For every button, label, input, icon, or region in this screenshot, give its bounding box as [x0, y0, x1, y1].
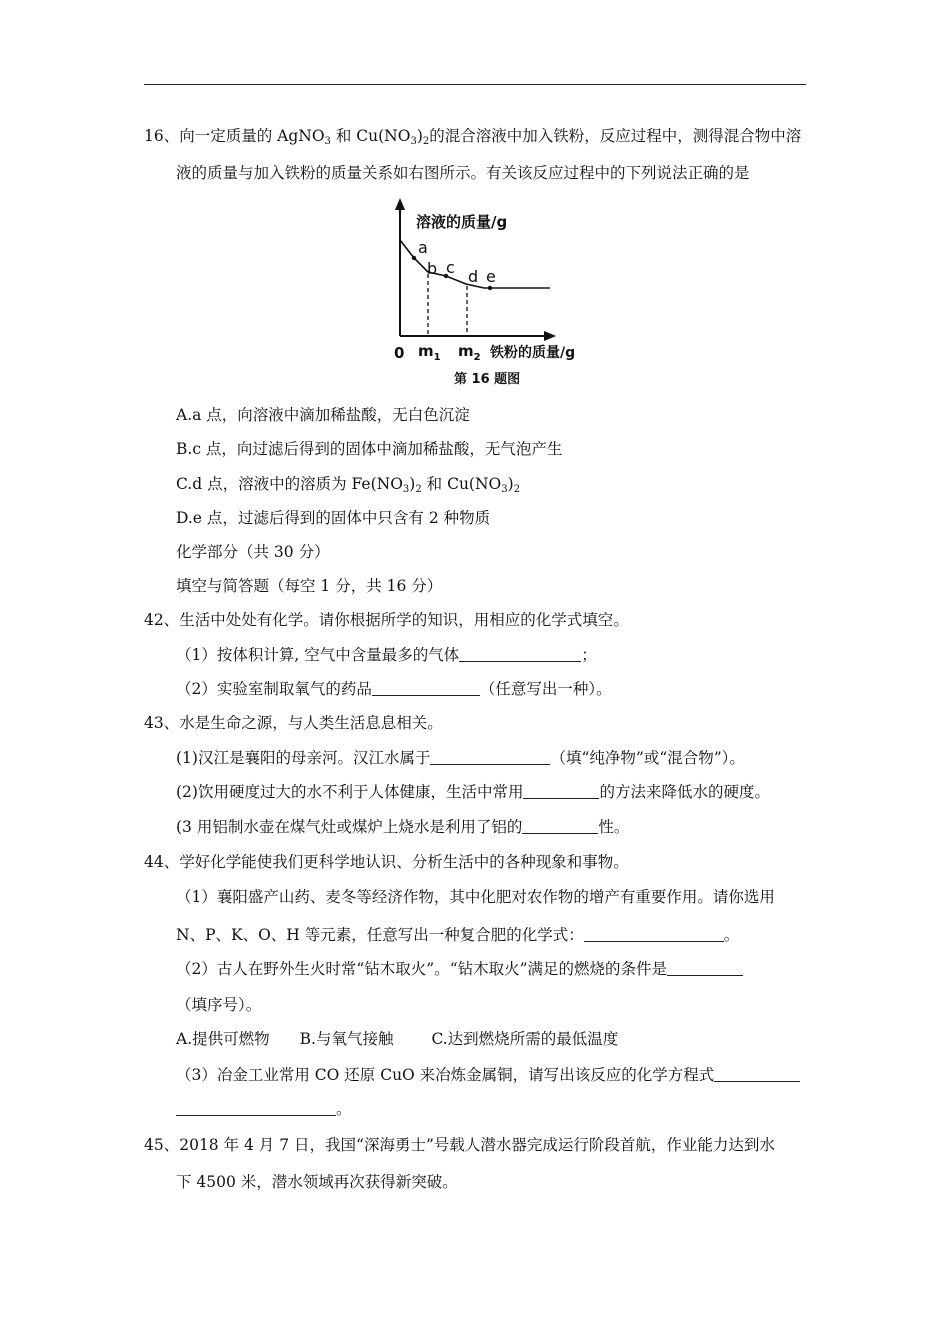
q44-part1-line2: N、P、K、O、H 等元素，任意写出一种复合肥的化学式： 。: [176, 926, 740, 944]
y-axis-label: 溶液的质量/g: [416, 213, 508, 231]
q16-stem-line2: 液的质量与加入铁粉的质量关系如右图所示。有关该反应过程中的下列说法正确的是: [176, 164, 750, 182]
q44-stem: 44、学好化学能使我们更科学地认识、分析生活中的各种现象和事物。: [144, 853, 629, 871]
answer-blank[interactable]: [714, 1066, 800, 1082]
point-a-label: a: [418, 238, 428, 257]
point-a-dot: [412, 256, 416, 260]
answer-blank[interactable]: [430, 749, 550, 765]
m2-label: $m_2$: [458, 342, 481, 363]
answer-blank[interactable]: [459, 646, 581, 662]
q42-part2: （2）实验室制取氧气的药品 （任意写出一种）。: [176, 680, 612, 698]
q45-line2: 下 4500 米，潜水领域再次获得新突破。: [176, 1173, 458, 1191]
point-e-label: e: [486, 267, 496, 286]
q44-part1-line1: （1）襄阳盛产山药、麦冬等经济作物，其中化肥对农作物的增产有重要作用。请你选用: [176, 888, 775, 906]
q44-part3-line2: 。: [176, 1099, 352, 1119]
figure-caption: 第 16 题图: [454, 372, 521, 387]
answer-blank[interactable]: [523, 783, 599, 799]
answer-blank[interactable]: [176, 1100, 336, 1116]
solution-mass-graph: [388, 196, 602, 392]
q43-part3: (3 用铝制水壶在煤气灶或煤炉上烧水是利用了铝的 性。: [176, 818, 630, 836]
q43-stem: 43、水是生命之源，与人类生活息息相关。: [144, 714, 443, 732]
q43-part1: (1)汉江是襄阳的母亲河。汉江水属于 （填“纯净物”或“混合物”）。: [176, 749, 745, 767]
q16-stem-line1: 16、向一定质量的 AgNO$_3$ 和 $Cu(NO_3)_2$的混合溶液中加入铁粉，反应过程中，测得混合物中溶: [144, 127, 802, 147]
q44-part2-line1: （2）古人在野外生火时常“钻木取火”。“钻木取火”满足的燃烧的条件是: [176, 959, 743, 979]
section-title: 化学部分（共 30 分）: [176, 543, 330, 561]
q16-option-c: C.d 点，溶液中的溶质为 $Fe(NO_3)_2$ 和 $Cu(NO_3)_2$: [176, 475, 521, 495]
point-c-label: c: [446, 258, 455, 277]
q16-option-b: B.c 点，向过滤后得到的固体中滴加稀盐酸，无气泡产生: [176, 440, 563, 458]
x-axis-arrow: [544, 331, 556, 341]
point-d-label: d: [468, 267, 479, 286]
point-b-label: b: [427, 259, 438, 278]
q16-option-a: A.a 点，向溶液中滴加稀盐酸，无白色沉淀: [176, 406, 470, 424]
y-axis-arrow: [395, 198, 405, 210]
q44-part3-line1: （3）冶金工业常用 CO 还原 CuO 来冶炼金属铜，请写出该反应的化学方程式: [176, 1065, 800, 1085]
answer-blank[interactable]: [372, 680, 480, 696]
q42-part1: （1）按体积计算, 空气中含量最多的气体 ；: [176, 646, 597, 664]
q42-stem: 42、生活中处处有化学。请你根据所学的知识，用相应的化学式填空。: [144, 611, 629, 629]
origin-label: 0: [394, 344, 405, 362]
q16-option-d: D.e 点，过滤后得到的固体中只含有 2 种物质: [176, 509, 491, 527]
q44-part2-line2: （填序号）。: [176, 996, 262, 1014]
m1-label: $m_1$: [418, 342, 441, 363]
answer-blank[interactable]: [522, 818, 598, 834]
q45-line1: 45、2018 年 4 月 7 日，我国“深海勇士”号载人潜水器完成运行阶段首航，作业能力达到水: [144, 1136, 775, 1154]
answer-blank[interactable]: [667, 960, 743, 976]
header-rule: [144, 84, 806, 85]
x-axis-label: 铁粉的质量/g: [490, 345, 576, 361]
point-e-dot: [488, 286, 492, 290]
answer-blank[interactable]: [584, 926, 724, 942]
q43-part2: (2)饮用硬度过大的水不利于人体健康，生活中常用 的方法来降低水的硬度。: [176, 783, 770, 801]
section-subtitle: 填空与简答题（每空 1 分，共 16 分）: [176, 577, 443, 595]
q44-options: A.提供可燃物 B.与氧气接触 C.达到燃烧所需的最低温度: [176, 1030, 619, 1048]
q16-figure: [388, 196, 602, 392]
